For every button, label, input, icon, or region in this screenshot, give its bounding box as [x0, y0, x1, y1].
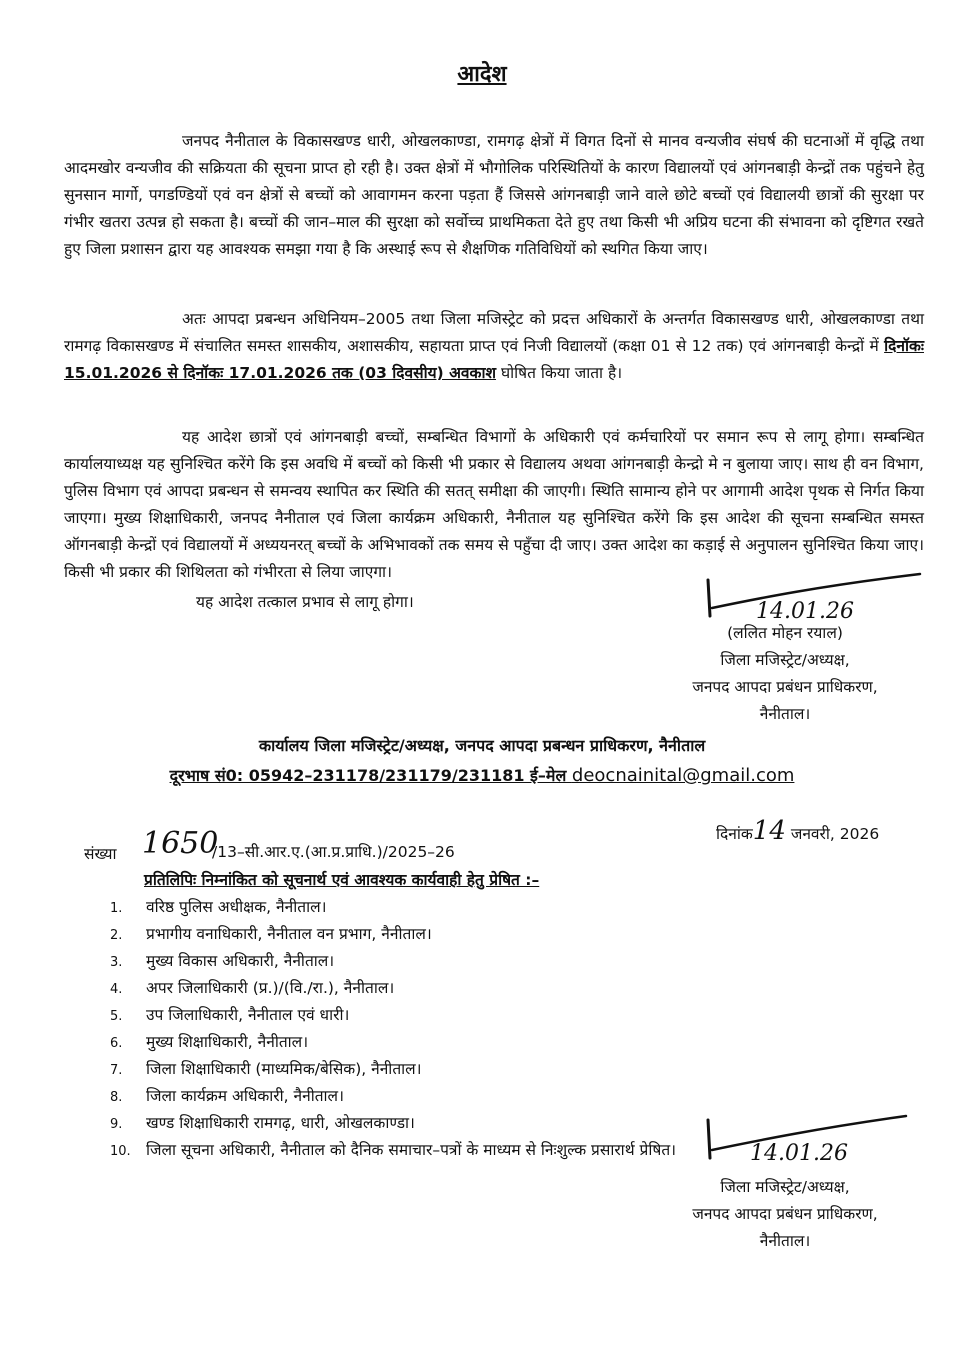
list-item — [110, 921, 676, 948]
list-item-text: वरिष्ठ पुलिस अधीक्षक, नैनीताल। — [146, 898, 327, 916]
signature-1-block — [640, 620, 930, 728]
document-title: आदेश — [457, 62, 507, 87]
list-item-text: मुख्य विकास अधिकारी, नैनीताल। — [146, 952, 335, 970]
signatory-name: (ललित मोहन रयाल) — [727, 624, 843, 642]
phone-label: दूरभाष सं0: 05942–231178/231179/231181 ई–मेल — [169, 766, 572, 785]
office-line: कार्यालय जिला मजिस्ट्रेट/अध्यक्ष, जनपद आपदा प्रबन्धन प्राधिकरण, नैनीताल — [258, 736, 706, 755]
effect-line: यह आदेश तत्काल प्रभाव से लागू होगा। — [196, 593, 414, 611]
ref-number: 1650 — [142, 826, 219, 861]
list-item-number: 2. — [110, 928, 123, 943]
list-item — [110, 1110, 676, 1137]
list-item-number: 5. — [110, 1009, 123, 1024]
list-item — [110, 948, 676, 975]
paragraph-2 — [64, 306, 924, 387]
copy-line: प्रतिलिपिः निम्नांकित को सूचनार्थ एवं आवश्यक कार्यवाही हेतु प्रेषित :– — [144, 871, 540, 889]
email-link[interactable]: deocnainital@gmail.com — [571, 765, 795, 786]
list-item — [110, 1056, 676, 1083]
paragraph-1: जनपद नैनीताल के विकासखण्ड धारी, ओखलकाण्डा, रामगढ़ क्षेत्रों में विगत दिनों से मानव वन्यजीव संघर्ष की घटनाओं में वृद्धि तथा आदमखोर वन्यजीव की सक्रियता की सूचना प्राप्त हो रही है। उक्त क्षेत्रों में भौगोलिक परिस्थितियों के कारण विद्यालयों एवं आंगनबाड़ी केन्द्रों तक पहुंचने हेतु सुनसान मार्गो, पगडण्डियों एवं वन क्षेत्रों से बच्चों को आवागमन करना पड़ता हैं जिससे आंगनबाड़ी जाने वाले छोटे बच्चों एवं विद्यालयी छात्रों की सुरक्षा पर गंभीर खतरा उत्पन्न हो सकता है। बच्चों की जान–माल की सुरक्षा को सर्वोच्च प्राथमिकता देते हुए तथा किसी भी अप्रिय घटना की संभावना को दृष्टिगत रखते हुए जिला प्रशासन द्वारा यह आवश्यक समझा गया है कि अस्थाई रूप से शैक्षणिक गतिविधियों को स्थगित किया जाए। — [64, 131, 924, 258]
list-item — [110, 1029, 676, 1056]
ref-rest: /13–सी.आर.ए.(आ.प्र.प्राधि.)/2025–26 — [212, 843, 455, 861]
list-item — [110, 975, 676, 1002]
sankhya-label: संख्या — [84, 845, 117, 863]
holiday-period: दिनॉकः 15.01.2026 से दिनॉकः 17.01.2026 तक (03 दिवसीय) अवकाश — [64, 336, 924, 382]
signatory-authority: जनपद आपदा प्रबंधन प्राधिकरण, — [692, 678, 878, 696]
list-item-text: मुख्य शिक्षाधिकारी, नैनीताल। — [146, 1033, 309, 1051]
list-item-number: 1. — [110, 901, 123, 916]
recipients-list — [110, 894, 676, 1164]
list-item-number: 3. — [110, 955, 123, 970]
signatory-place: नैनीताल। — [759, 705, 811, 723]
list-item — [110, 1137, 676, 1164]
paragraph-2-after: घोषित किया जाता है। — [496, 363, 623, 382]
list-item — [110, 894, 676, 921]
phone-line — [0, 764, 964, 786]
signatory-2-authority: जनपद आपदा प्रबंधन प्राधिकरण, — [692, 1205, 878, 1223]
signatory-2-designation: जिला मजिस्ट्रेट/अध्यक्ष, — [720, 1178, 850, 1196]
list-item-number: 4. — [110, 982, 123, 997]
signature-2-block — [640, 1174, 930, 1255]
list-item — [110, 1002, 676, 1029]
date-day: 14 — [752, 816, 786, 846]
list-item-text: प्रभागीय वनाधिकारी, नैनीताल वन प्रभाग, नैनीताल। — [146, 925, 432, 943]
signatory-designation: जिला मजिस्ट्रेट/अध्यक्ष, — [720, 651, 850, 669]
paragraph-2-before: अतः आपदा प्रबन्धन अधिनियम–2005 तथा जिला मजिस्ट्रेट को प्रदत्त अधिकारों के अन्तर्गत विकासखण्ड धारी, ओखलकाण्डा तथा रामगढ़ विकासखण्ड में संचालित समस्त शासकीय, अशासकीय, सहायता प्राप्त एवं निजी विद्यालयों (कक्षा 01 से 12 तक) एवं आंगनबाड़ी केन्द्रों में — [64, 309, 924, 355]
signature-1-date: 14.01.26 — [756, 599, 854, 624]
list-item-text: जिला कार्यक्रम अधिकारी, नैनीताल। — [146, 1087, 344, 1105]
list-item-text: खण्ड शिक्षाधिकारी रामगढ़, धारी, ओखलकाण्डा। — [146, 1114, 415, 1132]
list-item-text: अपर जिलाधिकारी (प्र.)/(वि./रा.), नैनीताल। — [146, 979, 395, 997]
signature-1-icon — [700, 572, 930, 624]
list-item-text: जिला शिक्षाधिकारी (माध्यमिक/बेसिक), नैनीताल। — [146, 1060, 422, 1078]
signature-2-icon — [700, 1110, 930, 1166]
date-label: दिनांक — [716, 825, 753, 843]
list-item-number: 10. — [110, 1144, 131, 1159]
list-item-text: जिला सूचना अधिकारी, नैनीताल को दैनिक समाचार–पत्रों के माध्यम से निःशुल्क प्रसारार्थ प्रेषित। — [146, 1141, 677, 1159]
date-rest: जनवरी, 2026 — [790, 825, 880, 843]
list-item-number: 8. — [110, 1090, 123, 1105]
list-item-text: उप जिलाधिकारी, नैनीताल एवं धारी। — [146, 1006, 350, 1024]
signature-2-date: 14.01.26 — [750, 1141, 848, 1166]
date-line — [716, 816, 879, 846]
list-item — [110, 1083, 676, 1110]
list-item-number: 7. — [110, 1063, 123, 1078]
list-item-number: 6. — [110, 1036, 123, 1051]
paragraph-3: यह आदेश छात्रों एवं आंगनबाड़ी बच्चों, सम्बन्धित विभागों के अधिकारी एवं कर्मचारियों पर समान रूप से लागू होगा। सम्बन्धित कार्यालयाध्यक्ष यह सुनिश्चित करेंगे कि इस अवधि में बच्चों को किसी भी प्रकार से विद्यालय अथवा आंगनबाड़ी केन्द्रो मे न बुलाया जाए। साथ ही वन विभाग, पुलिस विभाग एवं आपदा प्रबन्धन से समन्वय स्थापित कर स्थिति की सतत् समीक्षा की जाएगी। स्थिति सामान्य होने पर आगामी आदेश पृथक से निर्गत किया जाएगा। मुख्य शिक्षाधिकारी, जनपद नैनीताल एवं जिला कार्यक्रम अधिकारी, नैनीताल यह सुनिश्चित करेंगे कि इस आदेश की सूचना सम्बन्धित समस्त ऑगनबाड़ी केन्द्रों एवं विद्यालयों में अध्ययनरत् बच्चों के अभिभावकों तक समय से पहुँचा दी जाए। उक्त आदेश का कड़ाई से अनुपालन सुनिश्चित किया जाए। किसी भी प्रकार की शिथिलता को गंभीरता से लिया जाएगा। — [64, 427, 924, 581]
list-item-number: 9. — [110, 1117, 123, 1132]
signatory-2-place: नैनीताल। — [759, 1232, 811, 1250]
